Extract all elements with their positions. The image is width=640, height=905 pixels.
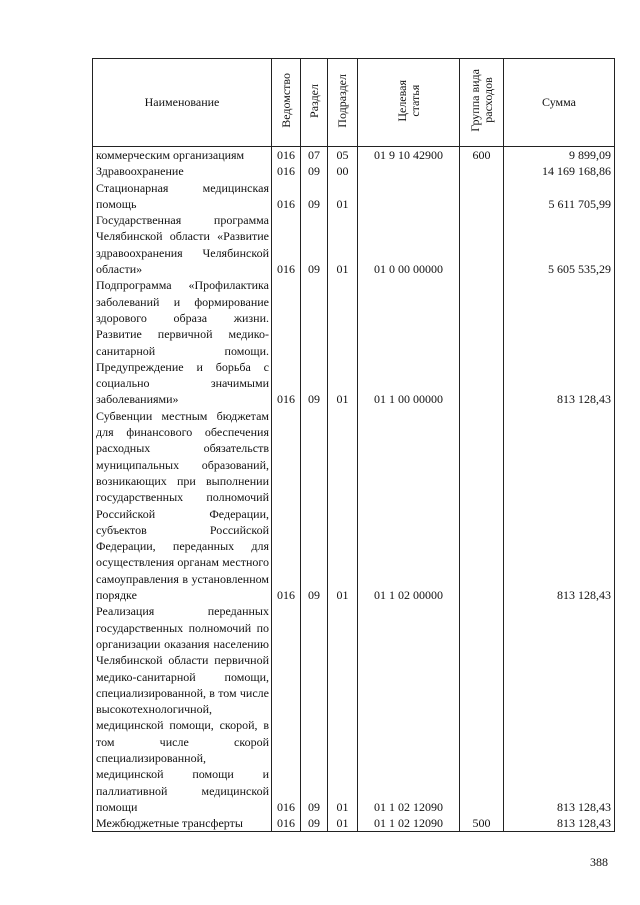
row-section: 09 <box>301 163 328 179</box>
row-name: Реализация переданных государственных полномочий по организации оказания населению Челябинской области первичной медико-санитарной помощи, специализированной, в том числе высокотехнологичной, медицинской помощи, скорой, в том числе скорой специализированной, медицинской помощи и паллиативной медицинской помощи <box>93 603 272 815</box>
row-subsection: 01 <box>328 408 358 604</box>
row-expense-group <box>460 603 504 815</box>
row-expense-group <box>460 180 504 213</box>
row-name: Подпрограмма «Профилактика заболеваний и формирование здорового образа жизни. Развитие первичной медико-санитарной помощи. Предупреждение и борьба с социально значимыми заболеваниями» <box>93 277 272 407</box>
row-target-article: 01 1 02 12090 <box>358 815 460 832</box>
row-name: Здравоохранение <box>93 163 272 179</box>
row-target-article: 01 0 00 00000 <box>358 212 460 277</box>
row-expense-group: 600 <box>460 147 504 164</box>
table-header-row <box>93 59 615 147</box>
row-target-article: 01 1 00 00000 <box>358 277 460 407</box>
table-row <box>93 815 615 832</box>
row-expense-group <box>460 408 504 604</box>
row-subsection: 01 <box>328 180 358 213</box>
row-name: Государственная программа Челябинской области «Развитие здравоохранения Челябинской области» <box>93 212 272 277</box>
row-sum: 813 128,43 <box>504 277 615 407</box>
row-sum: 5 605 535,29 <box>504 212 615 277</box>
row-name: Межбюджетные трансферты <box>93 815 272 832</box>
row-section: 09 <box>301 277 328 407</box>
budget-table <box>92 58 615 832</box>
row-ministry: 016 <box>272 212 301 277</box>
table-row <box>93 603 615 815</box>
header-target-article: Целевая статья <box>358 59 460 147</box>
row-sum: 9 899,09 <box>504 147 615 164</box>
row-sum: 14 169 168,86 <box>504 163 615 179</box>
row-subsection: 01 <box>328 603 358 815</box>
row-ministry: 016 <box>272 277 301 407</box>
row-section: 07 <box>301 147 328 164</box>
table-row <box>93 180 615 213</box>
row-expense-group <box>460 277 504 407</box>
header-name: Наименование <box>93 59 272 147</box>
header-expense-group: Группа вида расходов <box>460 59 504 147</box>
row-section: 09 <box>301 815 328 832</box>
row-ministry: 016 <box>272 163 301 179</box>
header-ministry: Ведомство <box>272 59 301 147</box>
row-subsection: 00 <box>328 163 358 179</box>
row-sum: 5 611 705,99 <box>504 180 615 213</box>
table-row <box>93 408 615 604</box>
row-subsection: 05 <box>328 147 358 164</box>
table-row <box>93 163 615 179</box>
row-target-article: 01 1 02 00000 <box>358 408 460 604</box>
row-section: 09 <box>301 180 328 213</box>
row-ministry: 016 <box>272 815 301 832</box>
row-section: 09 <box>301 212 328 277</box>
header-subsection: Подраздел <box>328 59 358 147</box>
row-section: 09 <box>301 408 328 604</box>
row-target-article: 01 1 02 12090 <box>358 603 460 815</box>
row-expense-group: 500 <box>460 815 504 832</box>
row-sum: 813 128,43 <box>504 603 615 815</box>
row-expense-group <box>460 163 504 179</box>
row-target-article: 01 9 10 42900 <box>358 147 460 164</box>
table-row <box>93 277 615 407</box>
row-ministry: 016 <box>272 147 301 164</box>
row-subsection: 01 <box>328 212 358 277</box>
row-name: коммерческим организациям <box>93 147 272 164</box>
header-section: Раздел <box>301 59 328 147</box>
table-row <box>93 212 615 277</box>
row-expense-group <box>460 212 504 277</box>
row-name: Стационарная медицинская помощь <box>93 180 272 213</box>
row-ministry: 016 <box>272 603 301 815</box>
page-number: 388 <box>590 855 608 869</box>
row-name: Субвенции местным бюджетам для финансового обеспечения расходных обязательств муниципальных образований, возникающих при выполнении государственных полномочий Российской Федерации, субъектов Российской Федерации, переданных для осуществления органам местного самоуправления в установленном порядке <box>93 408 272 604</box>
row-target-article <box>358 163 460 179</box>
row-subsection: 01 <box>328 815 358 832</box>
row-sum: 813 128,43 <box>504 408 615 604</box>
row-ministry: 016 <box>272 180 301 213</box>
row-subsection: 01 <box>328 277 358 407</box>
row-sum: 813 128,43 <box>504 815 615 832</box>
table-row <box>93 147 615 164</box>
row-target-article <box>358 180 460 213</box>
row-ministry: 016 <box>272 408 301 604</box>
header-sum: Сумма <box>504 59 615 147</box>
row-section: 09 <box>301 603 328 815</box>
